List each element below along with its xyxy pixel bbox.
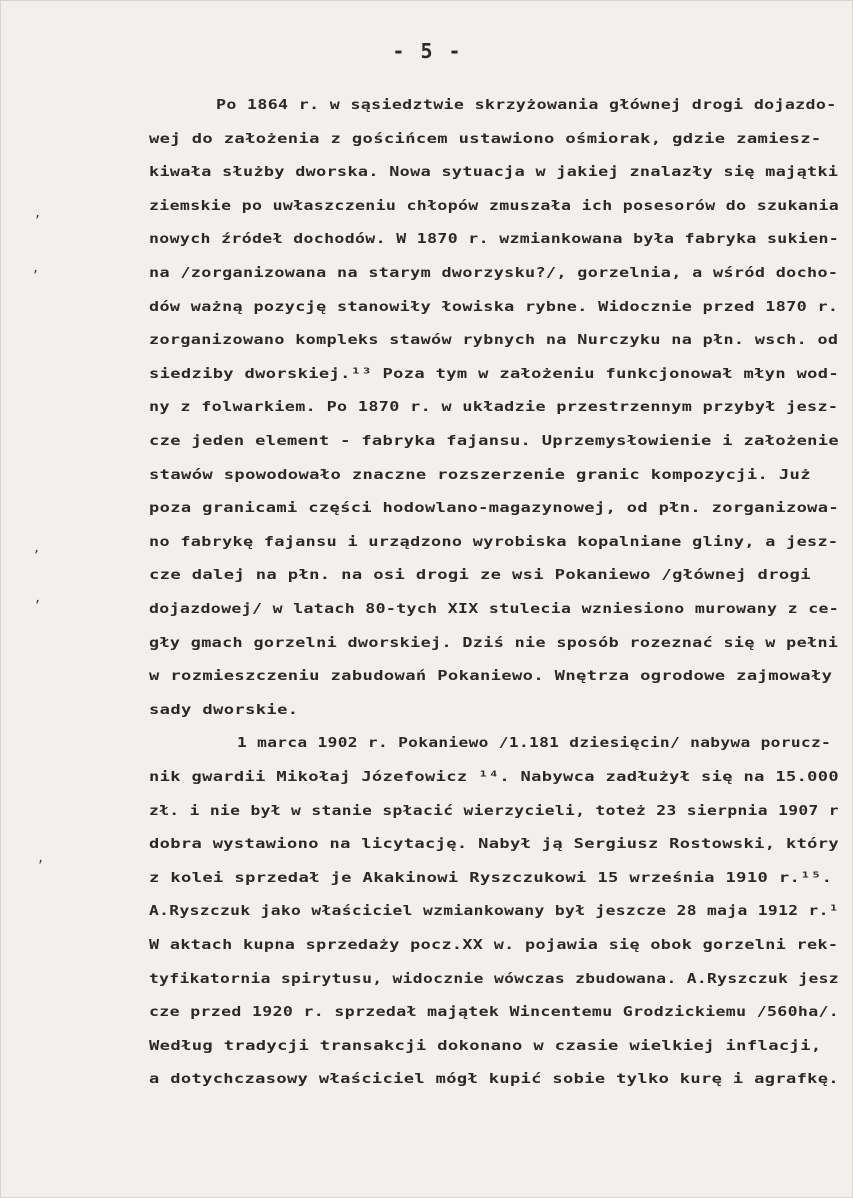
- text-line: ziemskie po uwłaszczeniu chłopów zmuszała ich posesorów do szukania: [149, 197, 840, 214]
- text-line: dojazdowej/ w latach 80-tych XIX stulecia wzniesiono murowany z ce-: [149, 601, 840, 617]
- text-line: cze jeden element - fabryka fajansu. Uprzemysłowienie i założenie: [149, 433, 840, 449]
- text-line: gły gmach gorzelni dworskiej. Dziś nie sposób rozeznać się w pełni: [149, 634, 839, 651]
- text-line: siedziby dworskiej.¹³ Poza tym w założeniu funkcjonował młyn wod-: [149, 365, 840, 382]
- margin-mark: ,: [33, 541, 41, 555]
- text-line: W aktach kupna sprzedaży pocz.XX w. pojawia się obok gorzelni rek-: [149, 937, 839, 953]
- text-line: w rozmieszczeniu zabudowań Pokaniewo. Wnętrza ogrodowe zajmowały: [149, 668, 833, 685]
- text-line: cze dalej na płn. na osi drogi ze wsi Pokaniewo /głównej drogi: [149, 567, 811, 584]
- text-line: dobra wystawiono na licytację. Nabył ją Sergiusz Rostowski, który: [149, 836, 840, 853]
- text-line: sady dworskie.: [149, 701, 299, 718]
- text-line: dów ważną pozycję stanowiły łowiska rybne. Widocznie przed 1870 r.: [149, 298, 839, 315]
- text-line: 1 marca 1902 r. Pokaniewo /1.181 dziesięcin/ nabywa porucz-: [237, 735, 832, 752]
- margin-mark: ,: [32, 261, 40, 275]
- text-line: cze przed 1920 r. sprzedał majątek Wincentemu Grodzickiemu /560ha/.: [149, 1004, 840, 1021]
- text-line: kiwała służby dworska. Nowa sytuacja w jakiej znalazły się majątki: [149, 164, 839, 181]
- margin-mark: ,: [34, 591, 42, 605]
- text-line: tyfikatornia spirytusu, widocznie wówczas zbudowana. A.Ryszczuk jesz: [149, 970, 839, 987]
- text-line: stawów spowodowało znaczne rozszerzenie granic kompozycji. Już: [149, 466, 811, 483]
- text-line: zł. i nie był w stanie spłacić wierzycieli, toteż 23 sierpnia 1907 r: [149, 802, 839, 819]
- text-line: Po 1864 r. w sąsiedztwie skrzyżowania głównej drogi dojazdo-: [216, 97, 837, 113]
- text-line: z kolei sprzedał je Akakinowi Ryszczukowi 15 września 1910 r.¹⁵.: [149, 869, 833, 886]
- text-line: poza granicami części hodowlano-magazynowej, od płn. zorganizowa-: [149, 500, 840, 517]
- text-line: nowych źródeł dochodów. W 1870 r. wzmiankowana była fabryka sukien-: [149, 231, 840, 248]
- margin-mark: ,: [37, 851, 45, 865]
- text-line: Według tradycji transakcji dokonano w czasie wielkiej inflacji,: [149, 1037, 822, 1054]
- text-line: zorganizowano kompleks stawów rybnych na Nurczyku na płn. wsch. od: [149, 332, 839, 349]
- text-line: wej do założenia z gościńcem ustawiono ośmiorak, gdzie zamiesz-: [149, 130, 822, 147]
- text-line: na /zorganizowana na starym dworzysku?/, gorzelnia, a wśród docho-: [149, 265, 839, 281]
- text-line: no fabrykę fajansu i urządzono wyrobiska kopalniane gliny, a jesz-: [149, 533, 839, 550]
- text-line: ny z folwarkiem. Po 1870 r. w układzie przestrzennym przybył jesz-: [149, 399, 839, 416]
- text-line: a dotychczasowy właściciel mógł kupić sobie tylko kurę i agrafkę.: [149, 1071, 840, 1088]
- text-line: nik gwardii Mikołaj Józefowicz ¹⁴. Nabywca zadłużył się na 15.000: [149, 769, 840, 785]
- text-line: A.Ryszczuk jako właściciel wzmiankowany był jeszcze 28 maja 1912 r.¹: [149, 903, 839, 920]
- document-body: [1, 1, 853, 1198]
- margin-mark: ,: [34, 206, 42, 220]
- page-number: - 5 -: [392, 39, 463, 63]
